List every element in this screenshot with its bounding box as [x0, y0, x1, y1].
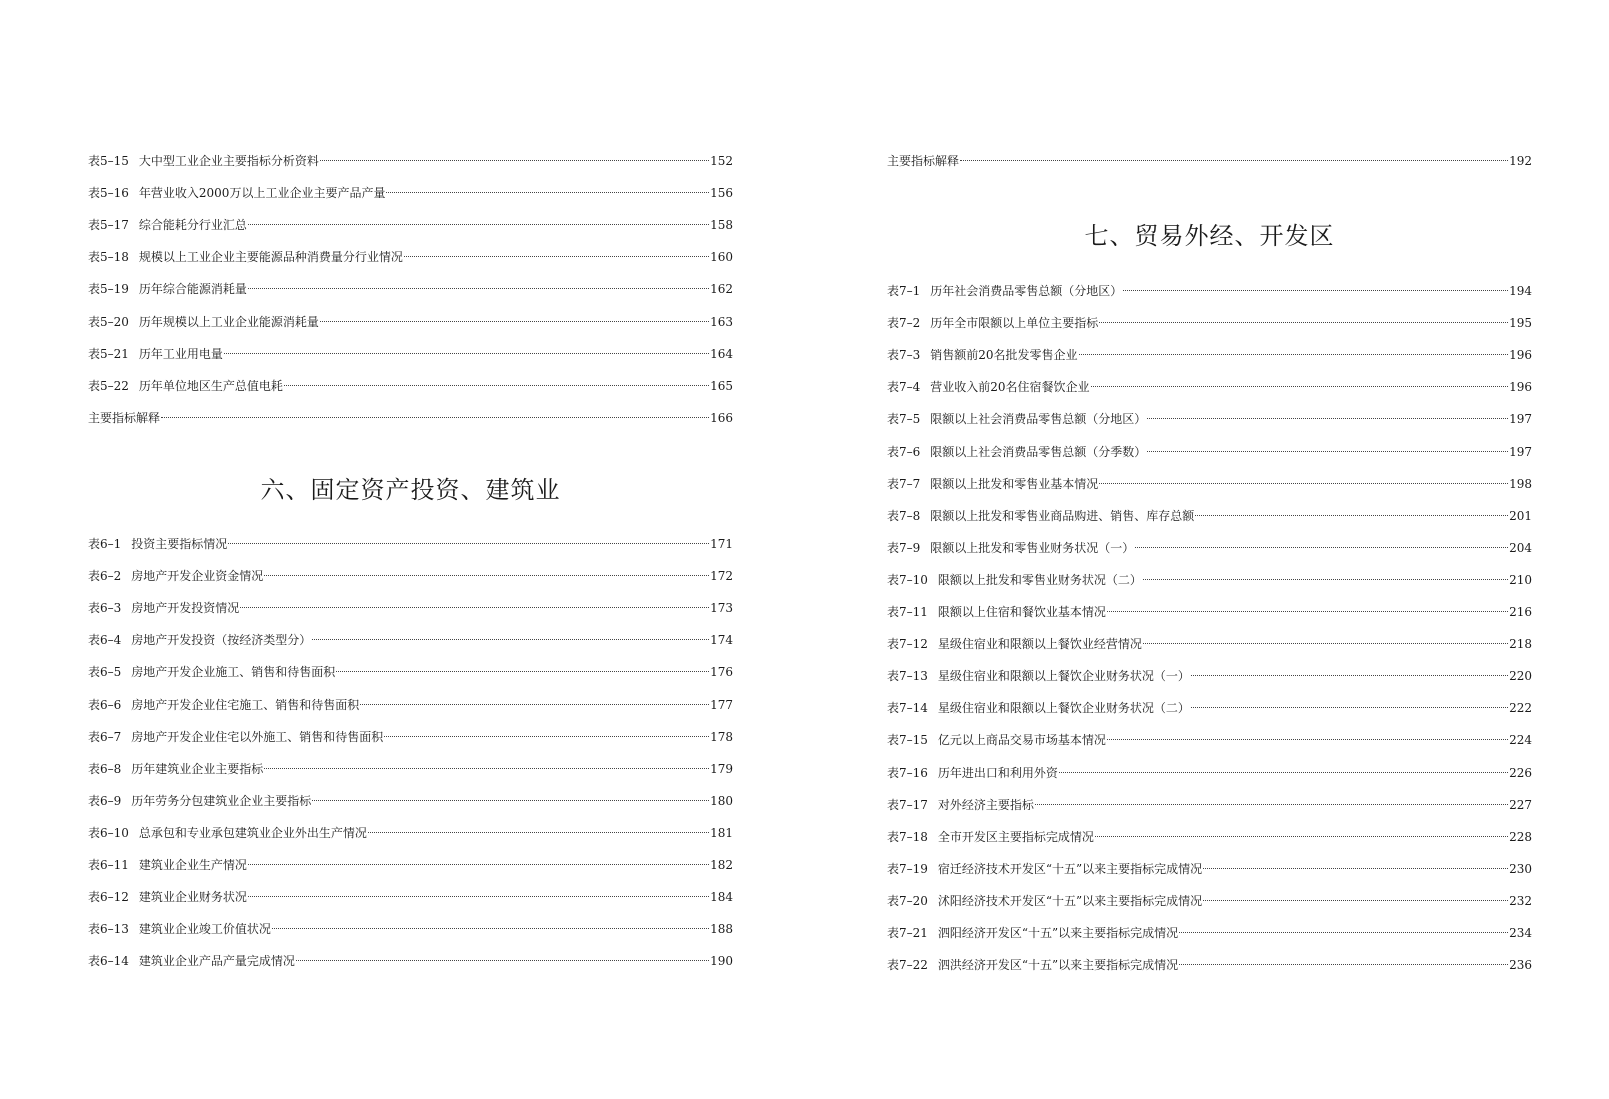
dot-leader	[312, 800, 709, 801]
toc-entry-code: 表7–22	[887, 958, 928, 973]
dot-leader	[284, 385, 709, 386]
toc-entry-code: 表7–6	[887, 444, 921, 459]
toc-entry-code: 表7–17	[887, 797, 928, 812]
dot-leader	[404, 256, 709, 257]
toc-entry-page-number: 198	[1509, 476, 1532, 491]
toc-entry-page-number: 176	[710, 665, 733, 680]
toc-entry-page-number: 182	[710, 858, 733, 872]
dot-leader	[1095, 836, 1508, 837]
toc-entry	[88, 183, 733, 203]
toc-entry-page-number: 179	[710, 761, 733, 776]
toc-entry-code: 表6–5	[88, 665, 122, 680]
toc-entry-page-number: 177	[710, 697, 733, 712]
toc-entry	[88, 408, 733, 428]
toc-entry-title: 房地产开发企业住宅以外施工、销售和待售面积	[131, 729, 384, 744]
toc-entry-page-number: 166	[710, 410, 733, 425]
toc-entry	[88, 630, 733, 650]
toc-entry-page-number: 184	[710, 890, 733, 905]
toc-entry-page-number: 218	[1509, 637, 1532, 652]
toc-entry-code: 表6–7	[88, 729, 122, 744]
toc-entry-title: 历年综合能源消耗量	[138, 282, 247, 297]
toc-entry	[88, 727, 733, 747]
dot-leader	[1203, 900, 1508, 901]
toc-entry-title: 房地产开发企业施工、销售和待售面积	[131, 665, 336, 680]
toc-entry	[887, 409, 1532, 429]
toc-entry	[887, 345, 1532, 365]
toc-entry	[887, 923, 1532, 943]
dot-leader	[960, 160, 1508, 161]
toc-entry-page-number: 210	[1509, 572, 1532, 587]
dot-leader	[1147, 418, 1508, 419]
toc-entry	[88, 247, 733, 267]
dot-leader	[320, 321, 709, 322]
toc-entry-code: 表7–4	[887, 380, 921, 395]
dot-leader	[360, 704, 709, 705]
toc-entry-code: 表6–2	[88, 569, 122, 584]
toc-entry-code: 表7–19	[887, 861, 928, 876]
toc-entry-page-number: 188	[710, 922, 733, 937]
toc-entry	[88, 855, 733, 875]
toc-entry-page-number: 195	[1509, 316, 1532, 331]
toc-entry-page-number: 220	[1509, 669, 1532, 684]
toc-entry-page-number: 180	[710, 793, 733, 808]
toc-entry	[887, 377, 1532, 397]
dot-leader	[336, 671, 709, 672]
toc-entry	[887, 570, 1532, 590]
toc-entry	[887, 698, 1532, 718]
toc-entry	[88, 887, 733, 907]
toc-entry	[88, 791, 733, 811]
toc-entry-code: 表5–18	[88, 250, 129, 265]
toc-entry-code: 表5–15	[88, 154, 129, 168]
toc-entry	[88, 598, 733, 618]
toc-entry-page-number: 227	[1509, 797, 1532, 812]
dot-leader	[1099, 322, 1508, 323]
toc-entry	[887, 763, 1532, 783]
toc-entry-code: 表7–10	[887, 572, 928, 587]
toc-entry-title: 星级住宿业和限额以上餐饮企业财务状况（二）	[937, 701, 1190, 716]
toc-entry	[88, 279, 733, 299]
dot-leader	[248, 224, 709, 225]
toc-entry-title: 总承包和专业承包建筑业企业外出生产情况	[138, 825, 367, 840]
toc-entry-title: 历年进出口和利用外资	[937, 765, 1058, 780]
toc-entry-page-number: 152	[710, 154, 733, 168]
dot-leader	[1143, 579, 1508, 580]
toc-entry-title: 销售额前20名批发零售企业	[930, 348, 1078, 363]
toc-entry-page-number: 156	[710, 186, 733, 201]
toc-entry-page-number: 181	[710, 825, 733, 840]
toc-entry-title: 星级住宿业和限额以上餐饮企业财务状况（一）	[937, 669, 1190, 684]
toc-entry	[887, 955, 1532, 975]
toc-entry-page-number: 228	[1509, 829, 1532, 844]
toc-entry-code: 表6–12	[88, 890, 129, 905]
toc-entry-title: 房地产开发企业资金情况	[131, 569, 264, 584]
dot-leader	[312, 639, 709, 640]
toc-entry-code: 表6–9	[88, 793, 122, 808]
toc-entry	[887, 506, 1532, 526]
toc-entry-code: 表6–6	[88, 697, 122, 712]
toc-entry	[887, 891, 1532, 911]
dot-leader	[161, 417, 709, 418]
toc-entry	[88, 823, 733, 843]
toc-entry-page-number: 204	[1509, 540, 1532, 555]
dot-leader	[1191, 675, 1508, 676]
toc-entry-code: 表7–14	[887, 701, 928, 716]
toc-entry-code: 表6–8	[88, 761, 122, 776]
toc-entry-code: 表7–15	[887, 733, 928, 748]
toc-entry-page-number: 222	[1509, 701, 1532, 716]
toc-entry	[887, 151, 1532, 171]
toc-entry-title: 历年建筑业企业主要指标	[131, 761, 264, 776]
toc-entry	[887, 634, 1532, 654]
toc-entry-title: 历年规模以上工业企业能源消耗量	[138, 314, 319, 329]
toc-entry	[887, 313, 1532, 333]
toc-entry	[887, 474, 1532, 494]
toc-entry-page-number: 190	[710, 954, 733, 969]
toc-entry-title: 限额以上批发和零售业基本情况	[930, 476, 1099, 491]
toc-entry	[887, 666, 1532, 686]
dot-leader	[240, 607, 709, 608]
toc-entry-code: 表5–16	[88, 186, 129, 201]
toc-entry-page-number: 196	[1509, 380, 1532, 395]
dot-leader	[1147, 451, 1508, 452]
toc-entry-page-number: 216	[1509, 605, 1532, 619]
dot-leader	[1143, 643, 1508, 644]
toc-entry-title: 历年工业用电量	[138, 346, 223, 361]
toc-entry-page-number: 236	[1509, 958, 1532, 973]
toc-entry-title: 历年社会消费品零售总额（分地区）	[930, 284, 1123, 298]
toc-entry-title: 建筑业企业生产情况	[138, 858, 247, 872]
toc-entry-title: 规模以上工业企业主要能源品种消费量分行业情况	[138, 250, 403, 265]
toc-entry-title: 历年全市限额以上单位主要指标	[930, 316, 1099, 331]
toc-entry	[88, 151, 733, 171]
toc-entry-code: 表7–8	[887, 508, 921, 523]
toc-entry	[88, 951, 733, 971]
toc-entry-page-number: 165	[710, 378, 733, 393]
toc-entry	[887, 795, 1532, 815]
toc-entry-title: 泗洪经济开发区“十五”以来主要指标完成情况	[937, 958, 1179, 973]
dot-leader	[1079, 354, 1509, 355]
toc-entry-page-number: 224	[1509, 733, 1532, 748]
toc-entry-title: 全市开发区主要指标完成情况	[937, 829, 1094, 844]
toc-entry	[88, 566, 733, 586]
toc-entry-title: 主要指标解释	[88, 410, 161, 425]
dot-leader	[248, 896, 709, 897]
toc-entry-code: 表6–4	[88, 633, 122, 648]
dot-leader	[224, 353, 709, 354]
dot-leader	[296, 960, 709, 961]
dot-leader	[1035, 804, 1508, 805]
toc-entry-page-number: 232	[1509, 893, 1532, 908]
toc-entry	[88, 662, 733, 682]
dot-leader	[248, 864, 709, 865]
toc-entry-title: 建筑业企业产品产量完成情况	[138, 954, 295, 969]
toc-entry	[88, 759, 733, 779]
dot-leader	[1195, 515, 1508, 516]
toc-entry-page-number: 173	[710, 601, 733, 616]
toc-entry-title: 沭阳经济技术开发区“十五”以来主要指标完成情况	[937, 893, 1203, 908]
toc-entry-title: 宿迁经济技术开发区“十五”以来主要指标完成情况	[937, 861, 1203, 876]
toc-entry-title: 限额以上社会消费品零售总额（分地区）	[930, 412, 1147, 427]
dot-leader	[264, 575, 709, 576]
toc-entry-code: 表6–3	[88, 601, 122, 616]
toc-entry	[88, 695, 733, 715]
toc-entry	[88, 344, 733, 364]
toc-entry-title: 年营业收入2000万以上工业企业主要产品产量	[138, 186, 386, 201]
toc-entry-title: 对外经济主要指标	[937, 797, 1034, 812]
dot-leader	[384, 736, 709, 737]
toc-entry-page-number: 201	[1509, 508, 1532, 523]
dot-leader	[368, 832, 709, 833]
toc-entry-page-number: 192	[1509, 154, 1532, 168]
toc-entry-title: 营业收入前20名住宿餐饮企业	[930, 380, 1090, 395]
toc-entry-title: 限额以上批发和零售业财务状况（二）	[937, 572, 1142, 587]
toc-entry-title: 历年单位地区生产总值电耗	[138, 378, 283, 393]
dot-leader	[320, 160, 709, 161]
toc-entry-page-number: 178	[710, 729, 733, 744]
toc-entry-code: 表6–11	[88, 858, 129, 872]
toc-entry-code: 表5–19	[88, 282, 129, 297]
toc-entry	[88, 376, 733, 396]
toc-entry-title: 泗阳经济开发区“十五”以来主要指标完成情况	[937, 926, 1179, 940]
toc-entry-page-number: 160	[710, 250, 733, 265]
dot-leader	[1091, 386, 1509, 387]
toc-entry-page-number: 197	[1509, 412, 1532, 427]
dot-leader	[1179, 964, 1508, 965]
toc-entry-title: 综合能耗分行业汇总	[138, 218, 247, 233]
toc-entry-code: 表6–14	[88, 954, 129, 969]
toc-entry	[887, 442, 1532, 462]
toc-entry-page-number: 234	[1509, 926, 1532, 940]
toc-entry-title: 限额以上批发和零售业财务状况（一）	[930, 540, 1135, 555]
toc-entry	[887, 827, 1532, 847]
toc-entry-title: 主要指标解释	[887, 154, 960, 168]
toc-entry-code: 表7–3	[887, 348, 921, 363]
toc-entry-page-number: 163	[710, 314, 733, 329]
dot-leader	[1179, 932, 1508, 933]
dot-leader	[1135, 547, 1508, 548]
toc-entry-page-number: 174	[710, 633, 733, 648]
section-heading-7: 七、贸易外经、开发区	[1084, 222, 1335, 250]
toc-entry	[887, 281, 1532, 301]
toc-entry-code: 表7–9	[887, 540, 921, 555]
toc-entry	[88, 534, 733, 554]
toc-entry-title: 建筑业企业竣工价值状况	[138, 922, 271, 937]
toc-entry-page-number: 197	[1509, 444, 1532, 459]
toc-entry-page-number: 172	[710, 569, 733, 584]
toc-entry-code: 表6–10	[88, 825, 129, 840]
toc-entry-code: 表7–5	[887, 412, 921, 427]
toc-entry-page-number: 164	[710, 346, 733, 361]
toc-entry-title: 房地产开发企业住宅施工、销售和待售面积	[131, 697, 360, 712]
toc-entry-code: 表5–20	[88, 314, 129, 329]
dot-leader	[1191, 707, 1508, 708]
toc-entry	[887, 859, 1532, 879]
toc-entry-title: 历年劳务分包建筑业企业主要指标	[131, 793, 312, 808]
toc-entry-title: 投资主要指标情况	[131, 537, 228, 551]
toc-entry-code: 表7–11	[887, 605, 928, 619]
toc-entry	[88, 215, 733, 235]
toc-entry-page-number: 230	[1509, 861, 1532, 876]
dot-leader	[1123, 290, 1508, 291]
toc-entry	[88, 919, 733, 939]
toc-entry-code: 表6–13	[88, 922, 129, 937]
toc-entry-page-number: 194	[1509, 284, 1532, 298]
dot-leader	[1107, 611, 1508, 612]
toc-entry-page-number: 226	[1509, 765, 1532, 780]
toc-entry-code: 表7–2	[887, 316, 921, 331]
toc-entry-code: 表7–13	[887, 669, 928, 684]
toc-entry	[887, 602, 1532, 622]
section-heading-6: 六、固定资产投资、建筑业	[260, 476, 561, 504]
toc-entry	[887, 730, 1532, 750]
toc-entry-title: 房地产开发投资情况	[131, 601, 240, 616]
toc-entry-code: 表7–12	[887, 637, 928, 652]
dot-leader	[248, 288, 709, 289]
toc-entry-code: 表7–7	[887, 476, 921, 491]
toc-entry-page-number: 158	[710, 218, 733, 233]
toc-entry-code: 表7–1	[887, 284, 921, 298]
toc-entry	[88, 312, 733, 332]
toc-entry	[887, 538, 1532, 558]
toc-entry-code: 表5–22	[88, 378, 129, 393]
dot-leader	[272, 928, 709, 929]
toc-entry-title: 星级住宿业和限额以上餐饮业经营情况	[937, 637, 1142, 652]
dot-leader	[228, 543, 709, 544]
toc-entry-code: 表5–17	[88, 218, 129, 233]
dot-leader	[1099, 483, 1508, 484]
toc-entry-page-number: 162	[710, 282, 733, 297]
toc-entry-title: 限额以上住宿和餐饮业基本情况	[937, 605, 1106, 619]
toc-entry-code: 表5–21	[88, 346, 129, 361]
toc-entry-title: 亿元以上商品交易市场基本情况	[937, 733, 1106, 748]
toc-entry-title: 建筑业企业财务状况	[138, 890, 247, 905]
toc-entry-page-number: 171	[710, 537, 733, 551]
toc-entry-code: 表7–18	[887, 829, 928, 844]
dot-leader	[264, 768, 709, 769]
toc-entry-code: 表7–20	[887, 893, 928, 908]
toc-entry-page-number: 196	[1509, 348, 1532, 363]
dot-leader	[386, 192, 709, 193]
toc-entry-title: 房地产开发投资（按经济类型分）	[131, 633, 312, 648]
dot-leader	[1203, 868, 1508, 869]
toc-entry-title: 限额以上社会消费品零售总额（分季数）	[930, 444, 1147, 459]
dot-leader	[1059, 772, 1508, 773]
dot-leader	[1107, 739, 1508, 740]
toc-entry-code: 表7–16	[887, 765, 928, 780]
toc-entry-code: 表6–1	[88, 537, 122, 551]
toc-entry-code: 表7–21	[887, 926, 928, 940]
toc-entry-title: 大中型工业企业主要指标分析资料	[138, 154, 319, 168]
toc-entry-title: 限额以上批发和零售业商品购进、销售、库存总额	[930, 508, 1195, 523]
